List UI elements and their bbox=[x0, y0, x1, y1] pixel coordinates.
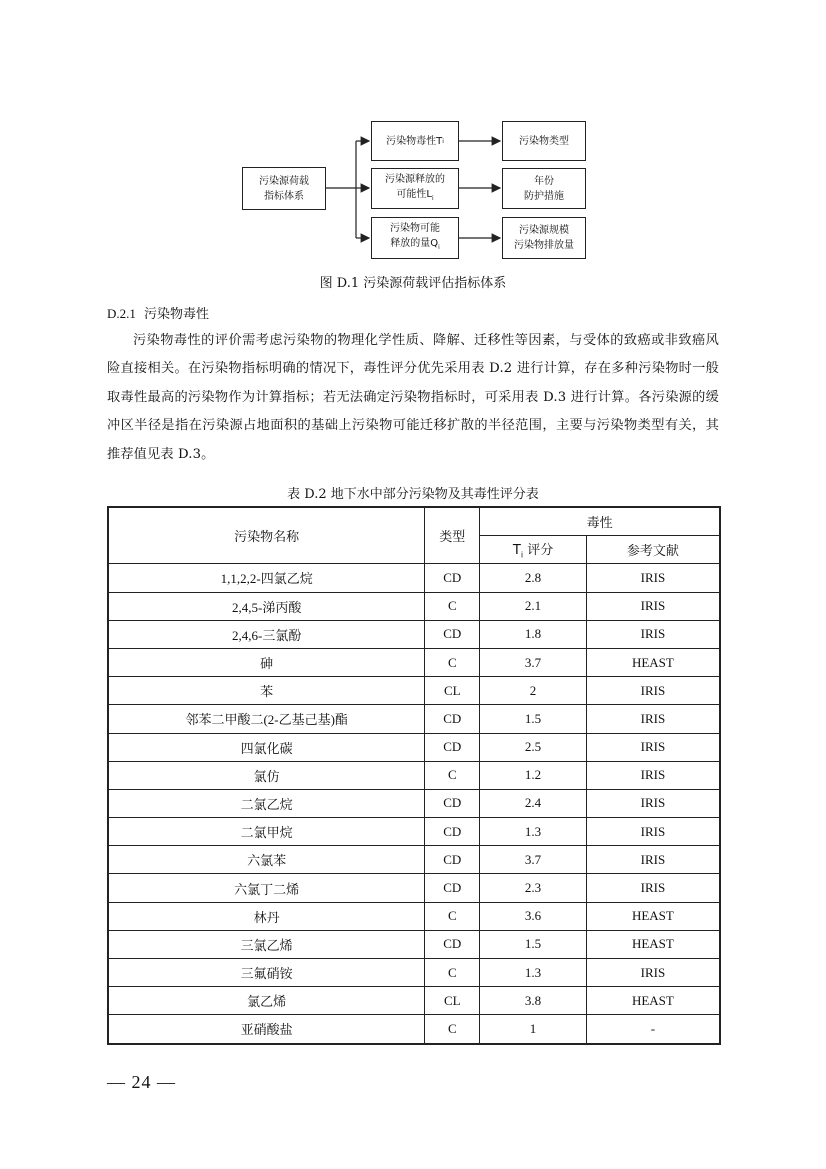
cell-reference: IRIS bbox=[586, 733, 720, 761]
body-paragraph: 污染物毒性的评价需考虑污染物的物理化学性质、降解、迁移性等因素，与受体的致癌或非致癌风险直接相关。在污染物指标明确的情况下，毒性评分优先采用表 D.2 进行计算，存在多种污染物时一般取毒性最高的污染物作为计算指标；若无法确定污染物指标时，可采用表 D.3 进行计算。各污染源的缓冲区半径是指在污染源占地面积的基础上污染物可能迁移扩散的半径范围，主要与污染物类型有关，其推荐值见表 D.3。 bbox=[107, 333, 719, 462]
table-body bbox=[108, 564, 720, 1044]
cell-pollutant-name: 二氯甲烷 bbox=[108, 818, 425, 846]
header-reference: 参考文献 bbox=[586, 536, 720, 564]
cell-type: CL bbox=[425, 987, 480, 1015]
table-row bbox=[108, 930, 720, 958]
cell-reference: IRIS bbox=[586, 564, 720, 592]
cell-score: 1.5 bbox=[480, 705, 587, 733]
cell-score: 2.8 bbox=[480, 564, 587, 592]
cell-pollutant-name: 氯乙烯 bbox=[108, 987, 425, 1015]
cell-type: C bbox=[425, 648, 480, 676]
cell-pollutant-name: 林丹 bbox=[108, 902, 425, 930]
table-row bbox=[108, 874, 720, 902]
table-row bbox=[108, 620, 720, 648]
table-row bbox=[108, 733, 720, 761]
header-score bbox=[480, 536, 587, 564]
cell-reference: IRIS bbox=[586, 677, 720, 705]
cell-score: 2 bbox=[480, 677, 587, 705]
cell-type: C bbox=[425, 1015, 480, 1044]
cell-pollutant-name: 四氯化碳 bbox=[108, 733, 425, 761]
cell-score: 2.5 bbox=[480, 733, 587, 761]
source-box: 污染源荷载 指标体系 bbox=[242, 167, 326, 210]
cell-pollutant-name: 苯 bbox=[108, 677, 425, 705]
release-amount-label: 污染物可能 释放的量Q bbox=[390, 223, 440, 249]
toxicity-box-sub: i bbox=[442, 137, 444, 145]
cell-reference: HEAST bbox=[586, 930, 720, 958]
cell-score: 2.4 bbox=[480, 789, 587, 817]
table-row bbox=[108, 648, 720, 676]
table-row bbox=[108, 1015, 720, 1044]
cell-score: 1.8 bbox=[480, 620, 587, 648]
cell-reference: IRIS bbox=[586, 959, 720, 987]
release-possibility-label: 污染源释放的 可能性L bbox=[385, 173, 445, 200]
scale-emission-box: 污染源规模 污染物排放量 bbox=[502, 217, 586, 259]
cell-pollutant-name: 二氯乙烷 bbox=[108, 789, 425, 817]
cell-reference: IRIS bbox=[586, 705, 720, 733]
release-possibility-sub: i bbox=[431, 194, 434, 202]
cell-reference: IRIS bbox=[586, 874, 720, 902]
cell-pollutant-name: 三氯乙烯 bbox=[108, 930, 425, 958]
table-row bbox=[108, 818, 720, 846]
header-score-label: 评分 bbox=[527, 543, 554, 559]
cell-reference: IRIS bbox=[586, 789, 720, 817]
cell-type: CD bbox=[425, 818, 480, 846]
cell-score: 2.1 bbox=[480, 592, 587, 620]
cell-type: C bbox=[425, 902, 480, 930]
toxicity-table bbox=[107, 506, 721, 1045]
cell-reference: IRIS bbox=[586, 846, 720, 874]
cell-type: C bbox=[425, 592, 480, 620]
pollutant-type-box: 污染物类型 bbox=[502, 121, 586, 161]
cell-score: 3.8 bbox=[480, 987, 587, 1015]
cell-type: C bbox=[425, 959, 480, 987]
figure-d1 bbox=[0, 0, 826, 300]
cell-reference: IRIS bbox=[586, 620, 720, 648]
cell-score: 3.7 bbox=[480, 648, 587, 676]
year-protection-box: 年份 防护措施 bbox=[502, 168, 586, 209]
cell-pollutant-name: 邻苯二甲酸二(2-乙基己基)酯 bbox=[108, 705, 425, 733]
cell-score: 3.7 bbox=[480, 846, 587, 874]
cell-reference: HEAST bbox=[586, 648, 720, 676]
toxicity-box bbox=[371, 121, 459, 161]
cell-score: 1.3 bbox=[480, 818, 587, 846]
cell-type: CD bbox=[425, 564, 480, 592]
figure-caption: 图 D.1 污染源荷载评估指标体系 bbox=[319, 276, 507, 291]
table-row bbox=[108, 789, 720, 817]
section-title: 污染物毒性 bbox=[144, 307, 210, 322]
cell-reference: IRIS bbox=[586, 761, 720, 789]
header-type: 类型 bbox=[425, 507, 480, 564]
release-amount-box bbox=[371, 217, 459, 259]
cell-pollutant-name: 六氯丁二烯 bbox=[108, 874, 425, 902]
cell-type: CL bbox=[425, 677, 480, 705]
cell-type: C bbox=[425, 761, 480, 789]
table-row bbox=[108, 705, 720, 733]
cell-type: CD bbox=[425, 705, 480, 733]
cell-pollutant-name: 六氯苯 bbox=[108, 846, 425, 874]
table-caption: 表 D.2 地下水中部分污染物及其毒性评分表 bbox=[287, 487, 539, 502]
table-row bbox=[108, 987, 720, 1015]
cell-pollutant-name: 2,4,6-三氯酚 bbox=[108, 620, 425, 648]
table-row bbox=[108, 761, 720, 789]
table-row bbox=[108, 592, 720, 620]
cell-pollutant-name: 砷 bbox=[108, 648, 425, 676]
cell-type: CD bbox=[425, 930, 480, 958]
cell-score: 1.2 bbox=[480, 761, 587, 789]
cell-reference: IRIS bbox=[586, 818, 720, 846]
header-score-sub: i bbox=[520, 551, 524, 561]
cell-type: CD bbox=[425, 620, 480, 648]
cell-score: 2.3 bbox=[480, 874, 587, 902]
cell-reference: HEAST bbox=[586, 987, 720, 1015]
cell-type: CD bbox=[425, 733, 480, 761]
cell-type: CD bbox=[425, 846, 480, 874]
table-row bbox=[108, 677, 720, 705]
release-amount-sub: i bbox=[438, 244, 440, 251]
section-number: D.2.1 bbox=[107, 306, 136, 321]
table-row bbox=[108, 902, 720, 930]
header-pollutant-name: 污染物名称 bbox=[108, 507, 425, 564]
cell-reference: IRIS bbox=[586, 592, 720, 620]
table-row bbox=[108, 846, 720, 874]
cell-pollutant-name: 氯仿 bbox=[108, 761, 425, 789]
cell-pollutant-name: 2,4,5-涕丙酸 bbox=[108, 592, 425, 620]
cell-reference: HEAST bbox=[586, 902, 720, 930]
cell-pollutant-name: 1,1,2,2-四氯乙烷 bbox=[108, 564, 425, 592]
header-score-symbol: T bbox=[512, 543, 521, 559]
section-heading bbox=[107, 303, 209, 322]
table-row bbox=[108, 959, 720, 987]
cell-pollutant-name: 三氟硝铵 bbox=[108, 959, 425, 987]
page-number: — 24 — bbox=[107, 1072, 176, 1092]
cell-pollutant-name: 亚硝酸盐 bbox=[108, 1015, 425, 1044]
toxicity-box-label: 污染物毒性T bbox=[386, 135, 443, 147]
cell-score: 1.3 bbox=[480, 959, 587, 987]
table-row bbox=[108, 564, 720, 592]
cell-score: 3.6 bbox=[480, 902, 587, 930]
release-possibility-box bbox=[371, 168, 459, 209]
cell-type: CD bbox=[425, 874, 480, 902]
cell-type: CD bbox=[425, 789, 480, 817]
cell-score: 1.5 bbox=[480, 930, 587, 958]
cell-score: 1 bbox=[480, 1015, 587, 1044]
cell-reference: - bbox=[586, 1015, 720, 1044]
header-toxicity: 毒性 bbox=[480, 507, 720, 536]
